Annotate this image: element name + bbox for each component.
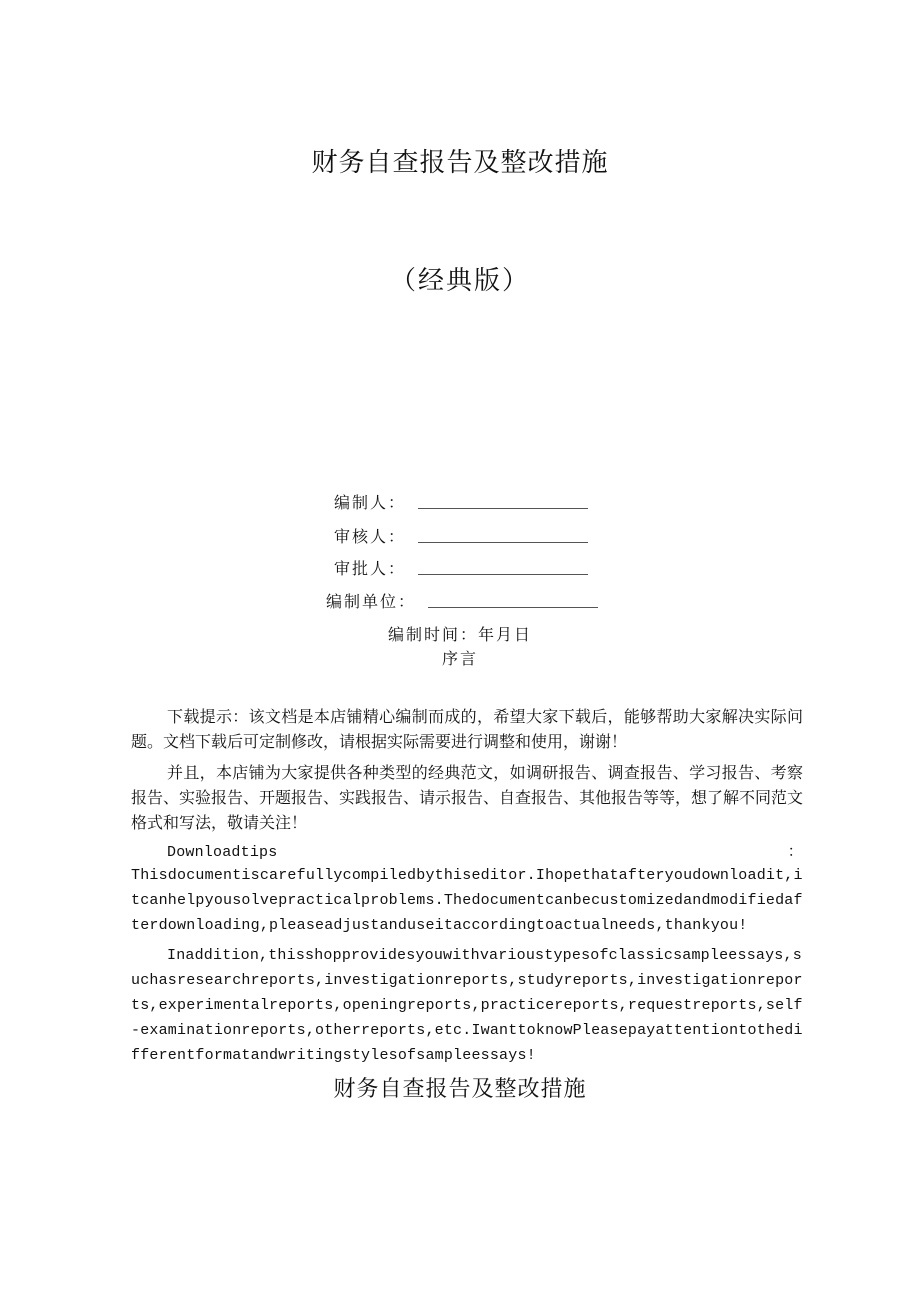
- preface-heading: 序言: [441, 649, 478, 668]
- download-tips-colon: ：: [787, 844, 803, 861]
- approver-line: [418, 574, 588, 575]
- english-essays-paragraph: Inaddition,thisshopprovidesyouwithvarioustypesofclassicsampleessays,suchasresearchreports,investigationreports,studyreports,investigationreports,experimentalreports,openingreports,practicereports,requestreports,self-examinationreports,otherreports,etc.IwanttoknowPleasepayattentiontothedifferentformatandwritingstylesofsampleessays!: [131, 947, 803, 1064]
- download-tip-paragraph: 下载提示：该文档是本店铺精心编制而成的，希望大家下载后，能够帮助大家解决实际问题。文档下载后可定制修改，请根据实际需要进行调整和使用，谢谢！: [131, 707, 803, 751]
- approver-label: 审批人：: [333, 559, 406, 578]
- unit-line: [428, 607, 598, 608]
- document-subtitle: （经典版）: [389, 266, 530, 296]
- sample-essays-paragraph: 并且，本店铺为大家提供各种类型的经典范文，如调研报告、调查报告、学习报告、考察报告、实验报告、开题报告、实践报告、请示报告、自查报告、其他报告等等，想了解不同范文格式和写法，敬请关注！: [131, 763, 804, 832]
- editor-line: [418, 508, 588, 509]
- repeat-title: 财务自查报告及整改措施: [333, 1077, 587, 1102]
- reviewer-line: [418, 542, 588, 543]
- date-line: 编制时间：年月日: [387, 625, 532, 644]
- unit-label: 编制单位：: [325, 592, 416, 611]
- english-tip-paragraph: Thisdocumentiscarefullycompiledbythiseditor.Ihopethatafteryoudownloadit,itcanhelpyousolvepracticalproblems.Thedocumentcanbecustomizedandmodifiedafterdownloading,pleaseadjustanduseitaccordingtoactualneeds,thankyou!: [131, 867, 803, 934]
- download-tips-heading: [167, 840, 803, 865]
- editor-label: 编制人：: [333, 493, 406, 512]
- reviewer-label: 审核人：: [333, 527, 406, 546]
- download-tips-label: Downloadtips: [167, 844, 278, 861]
- document-title: 财务自查报告及整改措施: [311, 148, 609, 178]
